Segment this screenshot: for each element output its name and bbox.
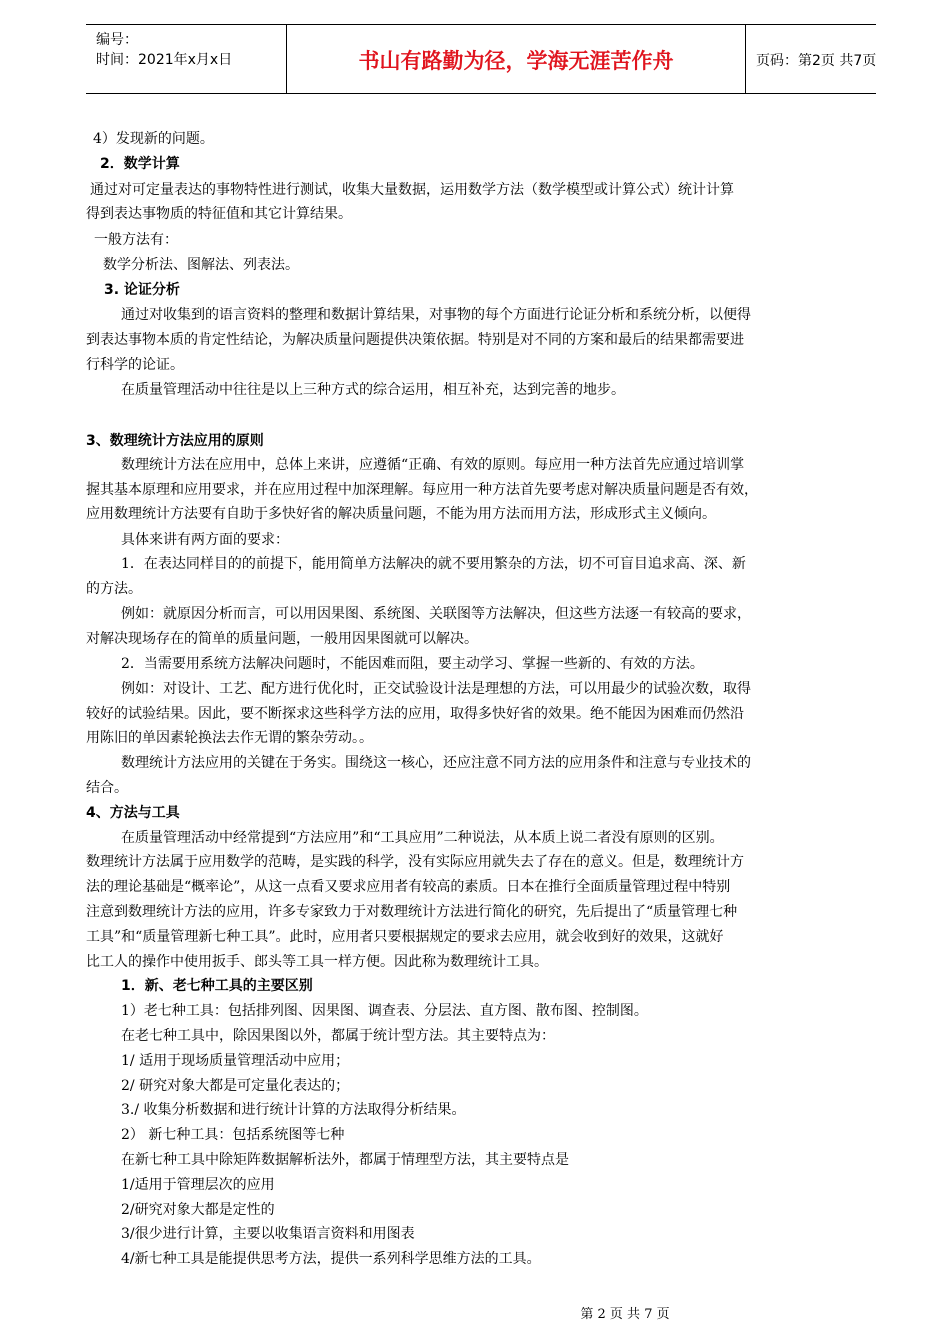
body-line: 在质量管理活动中往往是以上三种方式的综合运用，相互补充，达到完善的地步。 [121,382,625,398]
body-line: 行科学的论证。 [86,357,184,373]
page-header [86,24,876,94]
body-line: 通过对收集到的语言资料的整理和数据计算结果，对事物的每个方面进行论证分析和系统分析，以便得 [121,307,751,323]
header-meta-cell [86,25,286,93]
body-line: 法的理论基础是“概率论”，从这一点看又要求应用者有较高的素质。日本在推行全面质量管理过程中特别 [86,879,731,895]
body-line: 通过对可定量表达的事物特性进行测试，收集大量数据，运用数学方法（数学模型或计算公式）统计计算 [90,182,734,198]
body-line: 数理统计方法在应用中，总体上来讲，应遵循“正确、有效的原则。每应用一种方法首先应通过培训掌 [121,457,745,473]
body-line: 到表达事物本质的肯定性结论，为解决质量问题提供决策依据。特别是对不同的方案和最后的结果都需要进 [86,332,744,348]
body-line: 1/ 适用于现场质量管理活动中应用； [121,1053,350,1069]
body-line: 结合。 [86,780,128,796]
section-heading: 1．新、老七种工具的主要区别 [121,978,313,994]
section-heading: 3、数理统计方法应用的原则 [86,433,264,449]
body-line: 3/很少进行计算，主要以收集语言资料和用图表 [121,1226,415,1242]
section-heading: 4、方法与工具 [86,805,180,821]
page-footer: 第 2 页 共 7 页 [580,1307,670,1322]
body-line: 2．当需要用系统方法解决问题时，不能因难而阻，要主动学习、掌握一些新的、有效的方法。 [121,656,704,672]
body-line: 3./ 收集分析数据和进行统计计算的方法取得分析结果。 [121,1102,466,1118]
body-line: 4）发现新的问题。 [93,131,214,147]
body-line: 数学分析法、图解法、列表法。 [103,257,299,273]
body-line: 得到表达事物质的特征值和其它计算结果。 [86,206,352,222]
header-motto: 书山有路勤为径，学海无涯苦作舟 [358,49,674,73]
body-line: 工具”和“质量管理新七种工具”。此时，应用者只要根据规定的要求去应用，就会收到好的效果，这就好 [86,929,724,945]
document-number-label: 编号： [96,32,138,48]
body-line: 具体来讲有两方面的要求： [121,532,289,548]
document-time-label: 时间：2021年x月x日 [96,52,233,68]
body-line: 注意到数理统计方法的应用，许多专家致力于对数理统计方法进行简化的研究，先后提出了“质量管理七种 [86,904,738,920]
body-line: 1）老七种工具：包括排列图、因果图、调查表、分层法、直方图、散布图、控制图。 [121,1003,648,1019]
body-line: 对解决现场存在的简单的质量问题，一般用因果图就可以解决。 [86,631,478,647]
body-line: 在新七种工具中除矩阵数据解析法外，都属于情理型方法，其主要特点是 [121,1152,569,1168]
body-line: 2/ 研究对象大都是可定量化表达的； [121,1078,350,1094]
body-line: 数理统计方法应用的关键在于务实。围绕这一核心，还应注意不同方法的应用条件和注意与专业技术的 [121,755,751,771]
section-heading: 3. 论证分析 [104,282,180,298]
body-line: 2/研究对象大都是定性的 [121,1202,275,1218]
header-motto-cell [286,25,746,93]
body-line: 数理统计方法属于应用数学的范畴，是实践的科学，没有实际应用就失去了存在的意义。但是，数理统计方 [86,854,744,870]
body-line: 应用数理统计方法要有自助于多快好省的解决质量问题，不能为用方法而用方法，形成形式主义倾向。 [86,506,716,522]
body-line: 例如：就原因分析而言，可以用因果图、系统图、关联图等方法解决，但这些方法逐一有较高的要求， [121,606,751,622]
section-heading: 2．数学计算 [100,156,180,172]
body-line: 例如：对设计、工艺、配方进行优化时，正交试验设计法是理想的方法，可以用最少的试验次数，取得 [121,681,751,697]
body-line: 在老七种工具中，除因果图以外，都属于统计型方法。其主要特点为： [121,1028,555,1044]
header-page-cell [746,25,876,93]
body-line: 的方法。 [86,581,142,597]
body-line: 握其基本原理和应用要求，并在应用过程中加深理解。每应用一种方法首先要考虑对解决质量问题是否有效， [86,482,758,498]
body-line: 1．在表达同样目的的前提下，能用简单方法解决的就不要用繁杂的方法，切不可盲目追求高、深、新 [121,556,746,572]
body-line: 1/适用于管理层次的应用 [121,1177,275,1193]
body-line: 比工人的操作中使用扳手、郎头等工具一样方便。因此称为数理统计工具。 [86,954,548,970]
body-line: 2） 新七种工具：包括系统图等七种 [121,1127,345,1143]
body-line: 在质量管理活动中经常提到“方法应用”和“工具应用”二种说法，从本质上说二者没有原则的区别。 [121,830,724,846]
body-line: 4/新七种工具是能提供思考方法，提供一系列科学思维方法的工具。 [121,1251,541,1267]
body-line: 一般方法有： [94,232,178,248]
body-line: 较好的试验结果。因此，要不断探求这些科学方法的应用，取得多快好省的效果。绝不能因为困难而仍然沿 [86,706,744,722]
body-line: 用陈旧的单因素轮换法去作无谓的繁杂劳动。。 [86,730,373,746]
header-page-label: 页码：第2页 共7页 [756,53,877,69]
